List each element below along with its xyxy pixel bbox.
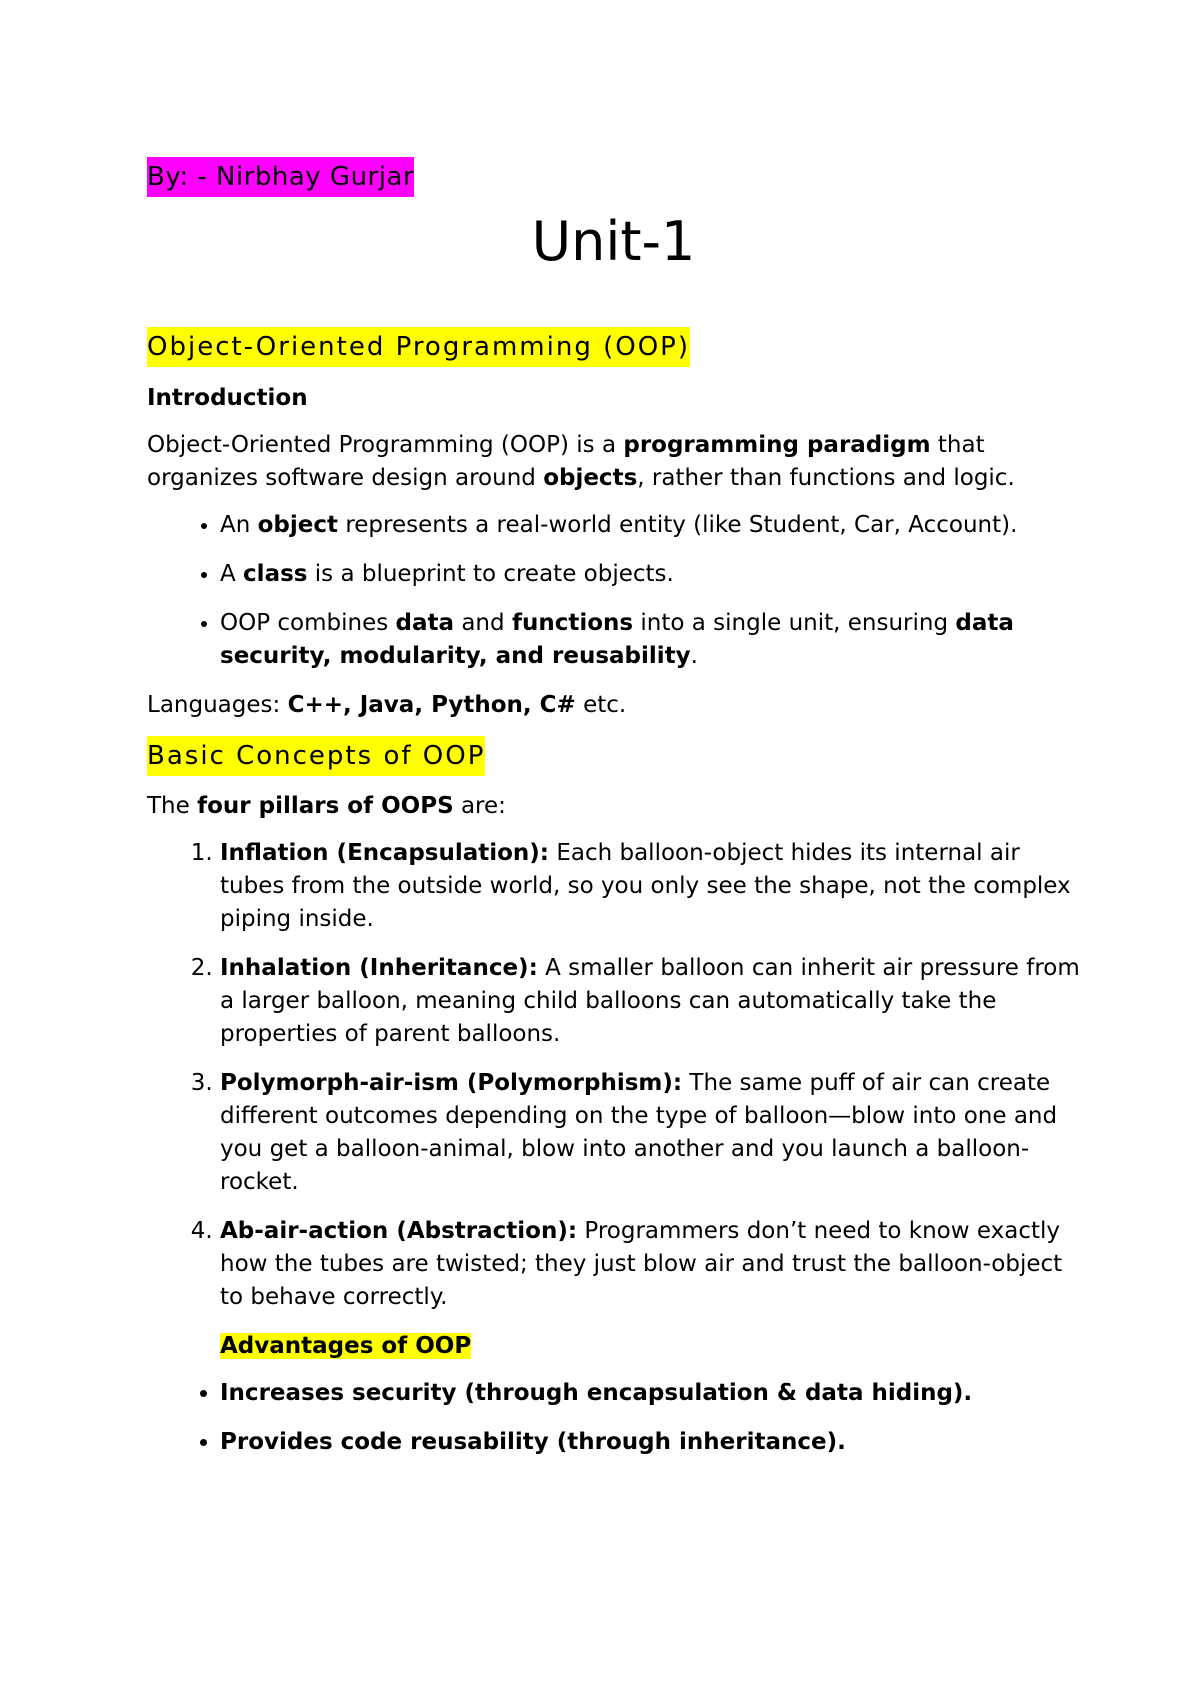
introduction-label: Introduction [147, 385, 308, 411]
list-item: 1. Inflation (Encapsulation): Each balloon-object hides its internal air tubes from the outside world, so you only see the shape, not the complex piping inside. [220, 837, 1080, 936]
pillars-intro: The four pillars of OOPS are: [147, 793, 506, 819]
intro-paragraph: Object-Oriented Programming (OOP) is a programming paradigm that organizes software design around objects, rather than functions and logic. [147, 432, 1015, 491]
advantages-list [147, 1377, 1080, 1459]
list-item: 3. Polymorph-air-ism (Polymorphism): The same puff of air can create different outcomes depending on the type of balloon—blow into one and you get a balloon-animal, blow into another and you launch a balloon-rocket. [220, 1067, 1080, 1199]
languages-line: Languages: C++, Java, Python, C# etc. [147, 692, 627, 718]
list-item: 4. Ab-air-action (Abstraction): Programmers don’t need to know exactly how the tubes are twisted; they just blow air and trust the balloon-object to behave correctly. [220, 1215, 1080, 1314]
concepts-heading-wrap [147, 736, 1080, 776]
list-item: • An object represents a real-world entity (like Student, Car, Account). [220, 509, 1080, 542]
oop-heading-wrap [147, 327, 1080, 367]
list-item: • Provides code reusability (through inheritance). [220, 1426, 1080, 1459]
page-title: Unit-1 [531, 210, 696, 273]
advantages-heading: Advantages of OOP [220, 1333, 472, 1359]
list-item: • Increases security (through encapsulation & data hiding). [220, 1377, 1080, 1410]
oop-heading: Object-Oriented Programming (OOP) [147, 327, 690, 367]
pillars-list [147, 837, 1080, 1314]
oop-bullet-list [147, 509, 1080, 673]
list-item: 2. Inhalation (Inheritance): A smaller balloon can inherit air pressure from a larger balloon, meaning child balloons can automatically take the properties of parent balloons. [220, 952, 1080, 1051]
concepts-heading: Basic Concepts of OOP [147, 736, 485, 776]
author-line: By: - Nirbhay Gurjar [147, 157, 414, 197]
list-item: • OOP combines data and functions into a single unit, ensuring data security, modularity, and reusability. [220, 607, 1080, 673]
list-item: • A class is a blueprint to create objects. [220, 558, 1080, 591]
